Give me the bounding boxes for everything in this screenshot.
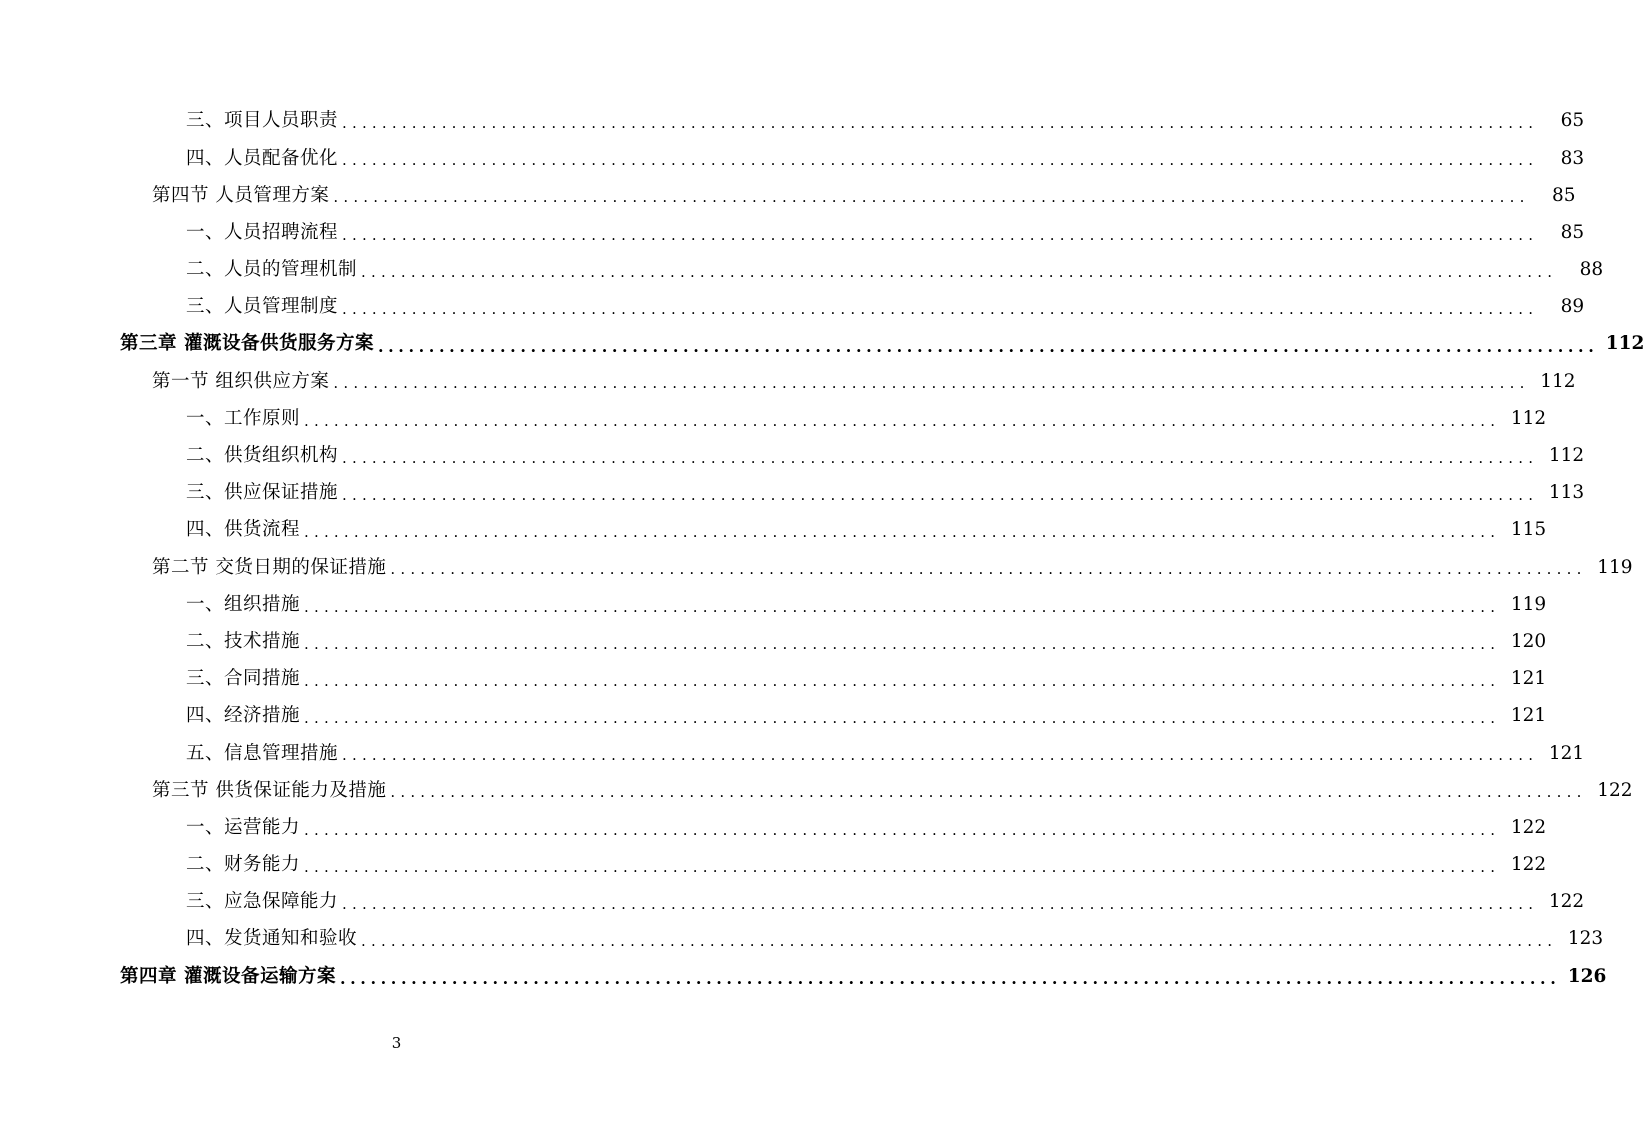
toc-entry-page-number: 89 <box>1560 296 1585 318</box>
toc-dot-leader: ........................................................................................................................ <box>304 857 1501 876</box>
toc-subsection-entry[interactable] <box>0 512 1547 549</box>
toc-entry-title: 三、人员管理制度 <box>186 296 339 318</box>
toc-chapter-entry[interactable] <box>0 958 1607 995</box>
toc-entry-title: 二、技术措施 <box>186 630 301 652</box>
toc-dot-leader: ........................................................................................................................ <box>390 560 1587 579</box>
toc-dot-leader: ........................................................................................................................ <box>342 448 1539 467</box>
toc-dot-leader: ........................................................................................................................ <box>361 262 1558 281</box>
toc-dot-leader: ........................................................................................................................ <box>342 485 1539 504</box>
toc-entry-page-number: 113 <box>1548 482 1585 504</box>
toc-entry-title: 第二节 交货日期的保证措施 <box>152 556 387 578</box>
toc-subsection-entry[interactable] <box>0 698 1547 735</box>
toc-entry-page-number: 121 <box>1510 668 1547 690</box>
toc-dot-leader: ........................................................................................................................ <box>342 895 1539 914</box>
toc-entry-page-number: 121 <box>1510 705 1547 727</box>
toc-subsection-entry[interactable] <box>0 401 1547 438</box>
toc-dot-leader: ........................................................................................................................ <box>342 300 1539 319</box>
toc-entry-page-number: 85 <box>1552 184 1576 206</box>
toc-subsection-entry[interactable] <box>0 847 1547 884</box>
toc-dot-leader: ........................................................................................................................ <box>333 374 1530 393</box>
toc-chapter-entry[interactable] <box>0 326 1644 363</box>
toc-entry-title: 三、项目人员职责 <box>186 110 339 132</box>
toc-entry-title: 第三章 灌溉设备供货服务方案 <box>120 333 374 355</box>
toc-entry-title: 一、组织措施 <box>186 593 301 615</box>
toc-dot-leader: ........................................................................................................................ <box>304 411 1501 430</box>
toc-entry-page-number: 83 <box>1560 147 1585 169</box>
toc-section-entry[interactable] <box>0 363 1576 400</box>
toc-entry-page-number: 123 <box>1567 928 1604 950</box>
toc-entry-page-number: 112 <box>1540 370 1576 392</box>
toc-entry-page-number: 88 <box>1579 259 1604 281</box>
toc-entry-title: 第一节 组织供应方案 <box>152 370 330 392</box>
toc-dot-leader: ........................................................................................................................ <box>361 932 1558 951</box>
toc-dot-leader: ........................................................................................................................ <box>304 597 1501 616</box>
toc-dot-leader: ........................................................................................................................ <box>304 671 1501 690</box>
toc-entry-title: 三、供应保证措施 <box>186 482 339 504</box>
toc-entry-title: 四、发货通知和验收 <box>186 928 358 950</box>
toc-entry-title: 二、供货组织机构 <box>186 445 339 467</box>
toc-entry-title: 第三节 供货保证能力及措施 <box>152 779 387 801</box>
toc-entry-title: 三、合同措施 <box>186 668 301 690</box>
toc-dot-leader: ........................................................................................................................ <box>342 114 1539 133</box>
toc-entry-page-number: 120 <box>1510 630 1547 652</box>
toc-subsection-entry[interactable] <box>0 810 1547 847</box>
page-number: 3 <box>391 1034 402 1052</box>
toc-dot-leader: ........................................................................................................................ <box>304 523 1501 542</box>
toc-entry-title: 一、工作原则 <box>186 407 301 429</box>
toc-subsection-entry[interactable] <box>0 624 1547 661</box>
toc-subsection-entry[interactable] <box>0 215 1585 252</box>
toc-dot-leader: ........................................................................................................................ <box>342 151 1539 170</box>
toc-entry-page-number: 112 <box>1548 445 1585 467</box>
toc-entry-title: 第四节 人员管理方案 <box>152 184 330 206</box>
table-of-contents <box>0 103 1644 996</box>
toc-entry-page-number: 115 <box>1510 519 1547 541</box>
toc-subsection-entry[interactable] <box>0 586 1547 623</box>
toc-entry-title: 二、财务能力 <box>186 854 301 876</box>
toc-section-entry[interactable] <box>0 177 1576 214</box>
toc-subsection-entry[interactable] <box>0 252 1604 289</box>
toc-subsection-entry[interactable] <box>0 438 1585 475</box>
toc-entry-page-number: 112 <box>1605 333 1644 355</box>
toc-entry-title: 第四章 灌溉设备运输方案 <box>120 965 336 987</box>
toc-entry-title: 四、经济措施 <box>186 705 301 727</box>
toc-dot-leader: ........................................................................................................................ <box>342 225 1539 244</box>
toc-dot-leader: ........................................................................................................................ <box>342 746 1539 765</box>
toc-entry-page-number: 119 <box>1597 556 1633 578</box>
toc-entry-title: 一、人员招聘流程 <box>186 221 339 243</box>
toc-subsection-entry[interactable] <box>0 289 1585 326</box>
toc-entry-page-number: 85 <box>1560 221 1585 243</box>
toc-entry-page-number: 122 <box>1510 816 1547 838</box>
toc-dot-leader: ........................................................................................................................ <box>333 188 1530 207</box>
toc-entry-title: 四、供货流程 <box>186 519 301 541</box>
toc-entry-page-number: 65 <box>1560 110 1585 132</box>
toc-entry-page-number: 122 <box>1548 891 1585 913</box>
toc-subsection-entry[interactable] <box>0 140 1585 177</box>
toc-subsection-entry[interactable] <box>0 661 1547 698</box>
toc-entry-title: 一、运营能力 <box>186 816 301 838</box>
toc-section-entry[interactable] <box>0 549 1633 586</box>
toc-dot-leader: ........................................................................................................................ <box>339 968 1561 988</box>
toc-dot-leader: ........................................................................................................................ <box>390 783 1587 802</box>
toc-dot-leader: ........................................................................................................................ <box>304 820 1501 839</box>
toc-dot-leader: ........................................................................................................................ <box>304 634 1501 653</box>
toc-entry-page-number: 126 <box>1567 965 1607 987</box>
toc-entry-page-number: 122 <box>1597 779 1633 801</box>
toc-entry-title: 三、应急保障能力 <box>186 891 339 913</box>
toc-section-entry[interactable] <box>0 772 1633 809</box>
toc-entry-title: 五、信息管理措施 <box>186 742 339 764</box>
toc-entry-page-number: 122 <box>1510 854 1547 876</box>
toc-subsection-entry[interactable] <box>0 475 1585 512</box>
toc-entry-page-number: 112 <box>1510 407 1547 429</box>
toc-subsection-entry[interactable] <box>0 921 1604 958</box>
toc-dot-leader: ........................................................................................................................ <box>377 336 1599 356</box>
toc-entry-title: 二、人员的管理机制 <box>186 259 358 281</box>
toc-entry-title: 四、人员配备优化 <box>186 147 339 169</box>
toc-subsection-entry[interactable] <box>0 103 1585 140</box>
toc-subsection-entry[interactable] <box>0 884 1585 921</box>
toc-entry-page-number: 119 <box>1510 593 1547 615</box>
toc-dot-leader: ........................................................................................................................ <box>304 709 1501 728</box>
toc-subsection-entry[interactable] <box>0 735 1585 772</box>
toc-entry-page-number: 121 <box>1548 742 1585 764</box>
